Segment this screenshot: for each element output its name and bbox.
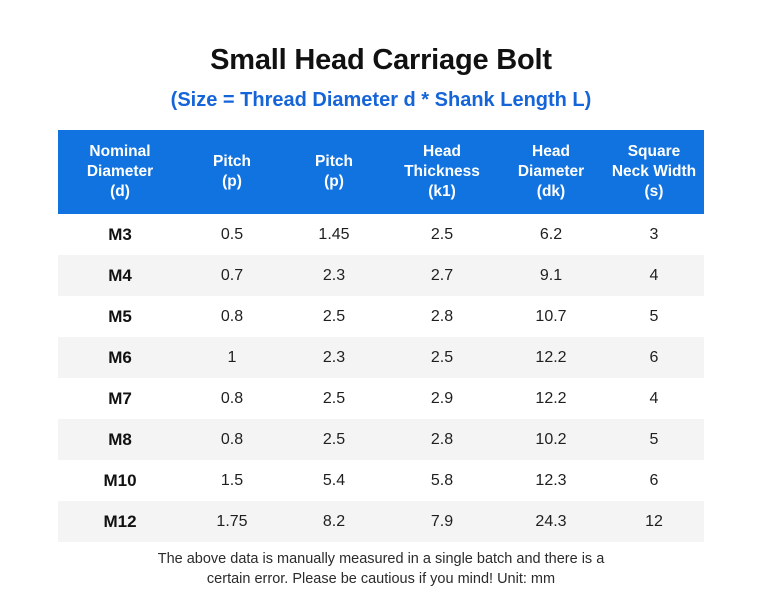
table-row xyxy=(58,501,704,542)
cell-head-thickness: 5.8 xyxy=(386,460,498,501)
column-header-line: (k1) xyxy=(428,182,456,200)
table-row xyxy=(58,378,704,419)
cell-square-neck-width: 6 xyxy=(604,460,704,501)
cell-head-diameter: 10.7 xyxy=(498,296,604,337)
cell-head-diameter: 24.3 xyxy=(498,501,604,542)
cell-pitch-1: 1.5 xyxy=(182,460,282,501)
column-header-line: Head xyxy=(532,143,570,160)
column-header-head-thickness xyxy=(386,130,498,214)
table-row xyxy=(58,337,704,378)
cell-nominal-diameter: M7 xyxy=(58,378,182,419)
cell-pitch-1: 0.8 xyxy=(182,419,282,460)
column-header-line: Pitch xyxy=(213,152,251,170)
column-header-line: (s) xyxy=(644,182,664,200)
column-header-line: Neck Width xyxy=(611,162,697,180)
cell-head-diameter: 9.1 xyxy=(498,255,604,296)
cell-pitch-2: 1.45 xyxy=(282,214,386,255)
cell-pitch-2: 2.5 xyxy=(282,419,386,460)
cell-square-neck-width: 4 xyxy=(604,255,704,296)
cell-pitch-1: 1.75 xyxy=(182,501,282,542)
column-header-line: (dk) xyxy=(536,182,566,200)
cell-head-thickness: 2.5 xyxy=(386,214,498,255)
table-header-row xyxy=(58,130,704,214)
cell-head-thickness: 2.9 xyxy=(386,378,498,419)
table-row xyxy=(58,214,704,255)
column-header-pitch-1 xyxy=(182,130,282,214)
cell-pitch-1: 0.5 xyxy=(182,214,282,255)
cell-square-neck-width: 5 xyxy=(604,419,704,460)
table-body xyxy=(58,214,704,542)
cell-pitch-1: 0.8 xyxy=(182,378,282,419)
cell-head-thickness: 2.7 xyxy=(386,255,498,296)
table-row xyxy=(58,255,704,296)
cell-nominal-diameter: M6 xyxy=(58,337,182,378)
cell-square-neck-width: 3 xyxy=(604,214,704,255)
column-header-line: Head xyxy=(423,143,461,160)
cell-nominal-diameter: M12 xyxy=(58,501,182,542)
column-header-line: Square xyxy=(627,143,681,160)
cell-pitch-1: 0.7 xyxy=(182,255,282,296)
column-header-line: (p) xyxy=(324,172,344,190)
disclaimer-line-2: certain error. Please be cautious if you mind! Unit: mm xyxy=(206,570,556,587)
disclaimer-line-1: The above data is manually measured in a single batch and there is a xyxy=(157,551,605,568)
cell-head-thickness: 2.8 xyxy=(386,419,498,460)
table-row xyxy=(58,296,704,337)
cell-head-thickness: 7.9 xyxy=(386,501,498,542)
cell-head-thickness: 2.8 xyxy=(386,296,498,337)
table-row xyxy=(58,419,704,460)
cell-head-diameter: 12.2 xyxy=(498,337,604,378)
cell-square-neck-width: 5 xyxy=(604,296,704,337)
column-header-line: Thickness xyxy=(404,162,480,180)
cell-nominal-diameter: M10 xyxy=(58,460,182,501)
table-header xyxy=(58,130,704,214)
cell-pitch-2: 8.2 xyxy=(282,501,386,542)
cell-pitch-2: 5.4 xyxy=(282,460,386,501)
column-header-line: Pitch xyxy=(315,152,353,170)
column-header-line: (p) xyxy=(222,172,242,190)
cell-nominal-diameter: M3 xyxy=(58,214,182,255)
column-header-square-neck-width xyxy=(604,130,704,214)
column-header-line: (d) xyxy=(110,182,130,200)
column-header-head-diameter xyxy=(498,130,604,214)
cell-square-neck-width: 4 xyxy=(604,378,704,419)
column-header-line: Nominal xyxy=(89,143,151,160)
bolt-spec-table xyxy=(58,130,704,542)
table-row xyxy=(58,460,704,501)
cell-pitch-2: 2.3 xyxy=(282,337,386,378)
measurement-disclaimer xyxy=(58,550,704,589)
cell-nominal-diameter: M5 xyxy=(58,296,182,337)
cell-pitch-2: 2.5 xyxy=(282,296,386,337)
column-header-pitch-2 xyxy=(282,130,386,214)
cell-head-diameter: 10.2 xyxy=(498,419,604,460)
cell-square-neck-width: 12 xyxy=(604,501,704,542)
cell-square-neck-width: 6 xyxy=(604,337,704,378)
page-title: Small Head Carriage Bolt xyxy=(210,44,552,76)
cell-head-diameter: 12.3 xyxy=(498,460,604,501)
cell-nominal-diameter: M4 xyxy=(58,255,182,296)
column-header-line: Diameter xyxy=(517,162,585,180)
cell-pitch-2: 2.5 xyxy=(282,378,386,419)
cell-pitch-1: 0.8 xyxy=(182,296,282,337)
page-subtitle: (Size = Thread Diameter d * Shank Length L) xyxy=(170,89,592,111)
cell-nominal-diameter: M8 xyxy=(58,419,182,460)
cell-pitch-1: 1 xyxy=(182,337,282,378)
cell-pitch-2: 2.3 xyxy=(282,255,386,296)
cell-head-diameter: 6.2 xyxy=(498,214,604,255)
cell-head-diameter: 12.2 xyxy=(498,378,604,419)
column-header-nominal-diameter xyxy=(58,130,182,214)
column-header-line: Diameter xyxy=(86,162,154,180)
cell-head-thickness: 2.5 xyxy=(386,337,498,378)
